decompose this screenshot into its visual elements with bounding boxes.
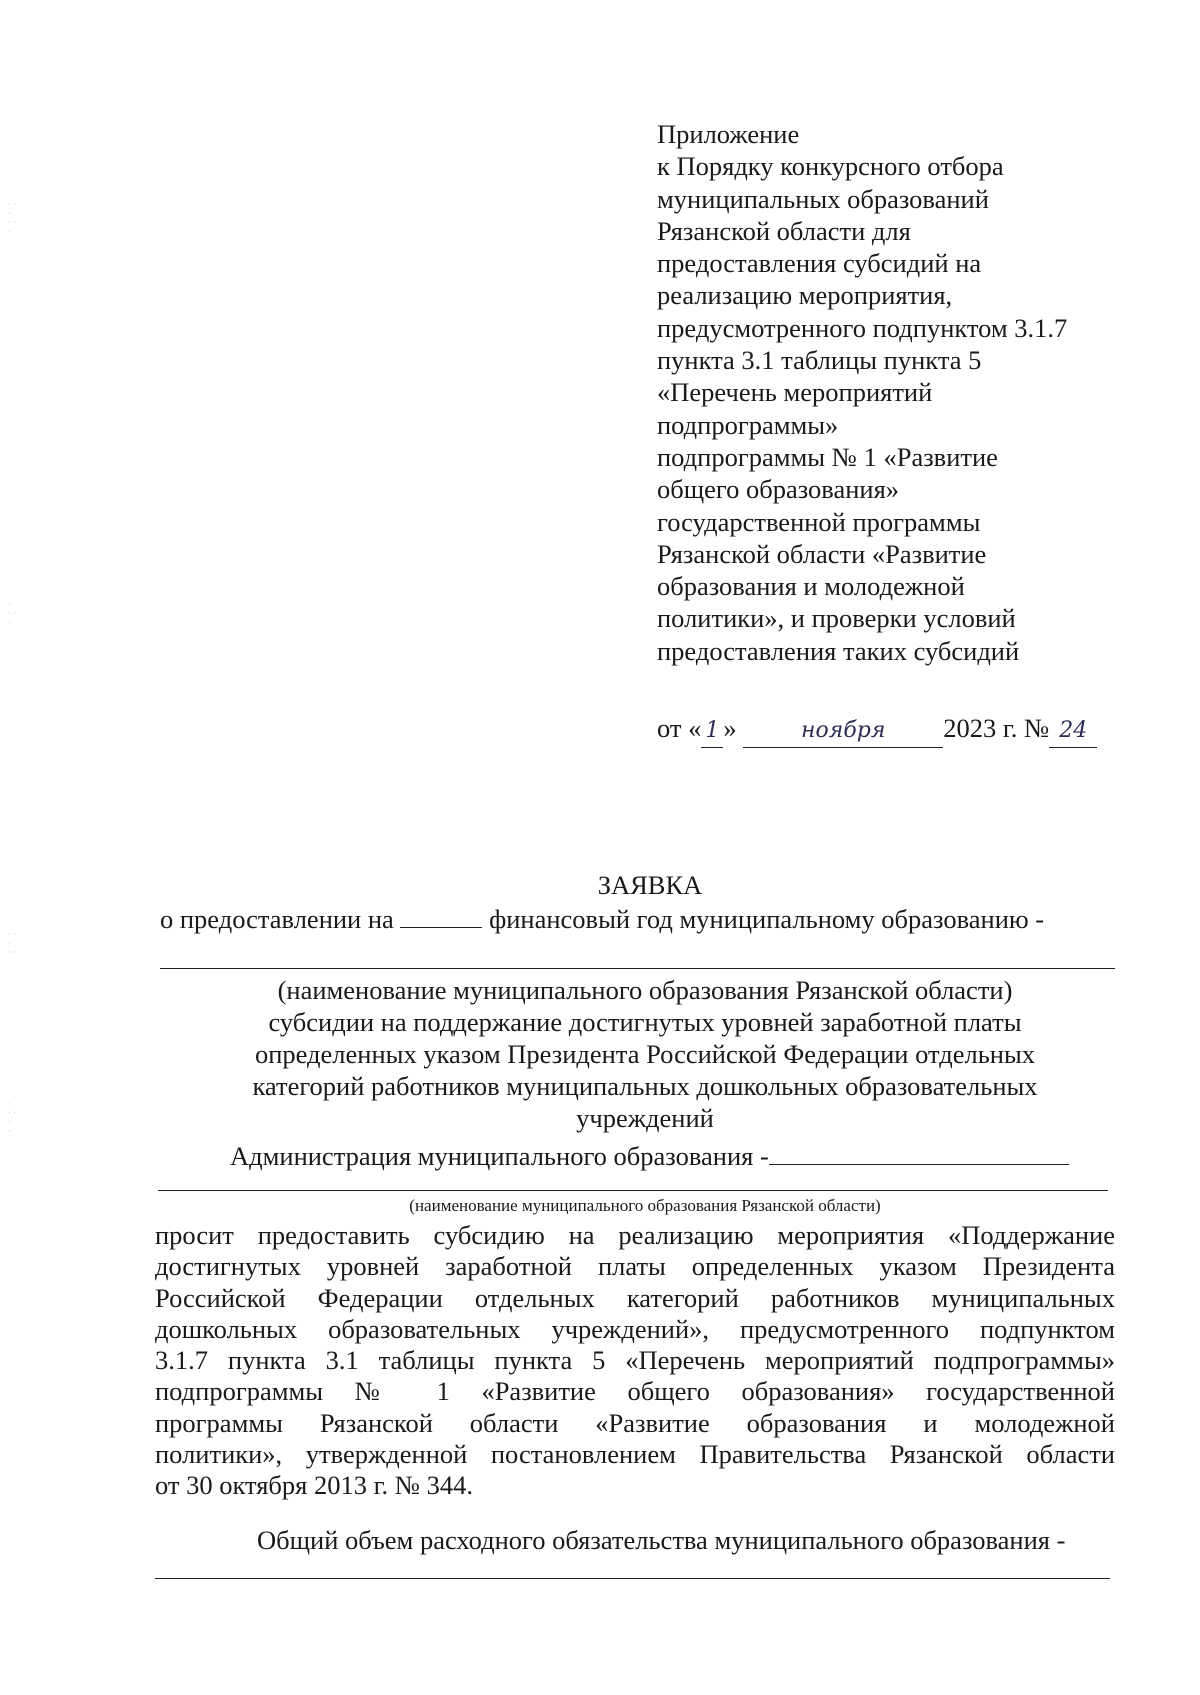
line1-suffix: финансовый год муниципальному образованию - [489,904,1045,934]
request-line: дошкольных образовательных учреждений», предусмотренного подпунктом [155,1313,1115,1344]
request-line: программы Рязанской области «Развитие образования и молодежной [155,1407,1115,1438]
scan-edge-noise: · · · · [8,599,17,627]
request-line: 3.1.7 пункта 3.1 таблицы пункта 5 «Перечень мероприятий подпрограммы» [155,1345,1115,1376]
date-quote-close: » [723,713,737,743]
appendix-line: пункта 3.1 таблицы пункта 5 [657,345,982,376]
caption-municipality: (наименование муниципального образования Рязанской области) [277,975,1013,1005]
appendix-line: Приложение [657,119,800,149]
date-year: 2023 г. № [943,713,1050,743]
administration-prefix: Администрация муниципального образования - [230,1141,769,1171]
year-blank [400,905,482,928]
appendix-line: реализацию мероприятия, [657,280,953,311]
date-prefix: от « [657,713,702,743]
handwritten-day: 1 [701,715,723,748]
line1-prefix: о предоставлении на [160,904,394,934]
handwritten-month: ноября [743,715,943,748]
application-line1 [160,904,1044,935]
subject-block [150,974,1140,1134]
appendix-line: предусмотренного подпунктом 3.1.7 [657,312,1068,343]
appendix-line: подпрограммы» [657,409,839,440]
municipality-blank-line [160,968,1115,969]
request-line: достигнутых уровней заработной платы определенных указом Президента [155,1251,1115,1282]
request-line: Российской Федерации отдельных категорий работников муниципальных [155,1282,1115,1313]
scan-edge-noise: · · · · · [8,929,17,957]
application-title: ЗАЯВКА [597,870,703,900]
request-line: подпрограммы № 1 «Развитие общего образования» государственной [155,1376,1115,1407]
appendix-line: Рязанской области для [657,215,911,246]
request-line: политики», утвержденной постановлением Правительства Рязанской области [155,1439,1115,1470]
expense-blank-line [155,1578,1110,1579]
subject-line: определенных указом Президента Российской Федерации отдельных [254,1039,1036,1069]
appendix-line: государственной программы [657,506,981,537]
appendix-line: муниципальных образований [657,183,989,214]
handwritten-number: 24 [1049,715,1097,748]
caption-administration: (наименование муниципального образования Рязанской области) [409,1196,881,1215]
scan-edge-noise: · · · · · [8,1099,17,1136]
administration-blank [769,1142,1069,1165]
appendix-line: «Перечень мероприятий [657,377,933,408]
subject-line: учреждений [576,1103,714,1133]
administration-line [230,1141,1069,1172]
appendix-line: общего образования» [657,474,900,505]
appendix-line: Рязанской области «Развитие [657,538,987,569]
request-paragraph [155,1220,1115,1502]
subject-line: субсидии на поддержание достигнутых уровней заработной платы [268,1007,1022,1037]
request-line: просит предоставить субсидию на реализацию мероприятия «Поддержание [155,1220,1115,1250]
appendix-line: предоставления таких субсидий [657,635,1020,666]
request-line: от 30 октября 2013 г. № 344. [155,1470,474,1501]
date-line [657,712,1097,748]
appendix-line: политики», и проверки условий [657,603,1016,634]
subject-line: категорий работников муниципальных дошкольных образовательных [252,1071,1038,1101]
appendix-line: к Порядку конкурсного отбора [657,151,1004,182]
expense-obligation-line: Общий объем расходного обязательства муниципального образования - [257,1525,1066,1555]
administration-blank-line [158,1190,1108,1191]
scan-edge-noise: · · · · · · [8,199,17,236]
appendix-line: предоставления субсидий на [657,248,982,279]
appendix-line: подпрограммы № 1 «Развитие [657,441,998,472]
appendix-line: образования и молодежной [657,571,965,602]
appendix-header [657,118,1137,667]
